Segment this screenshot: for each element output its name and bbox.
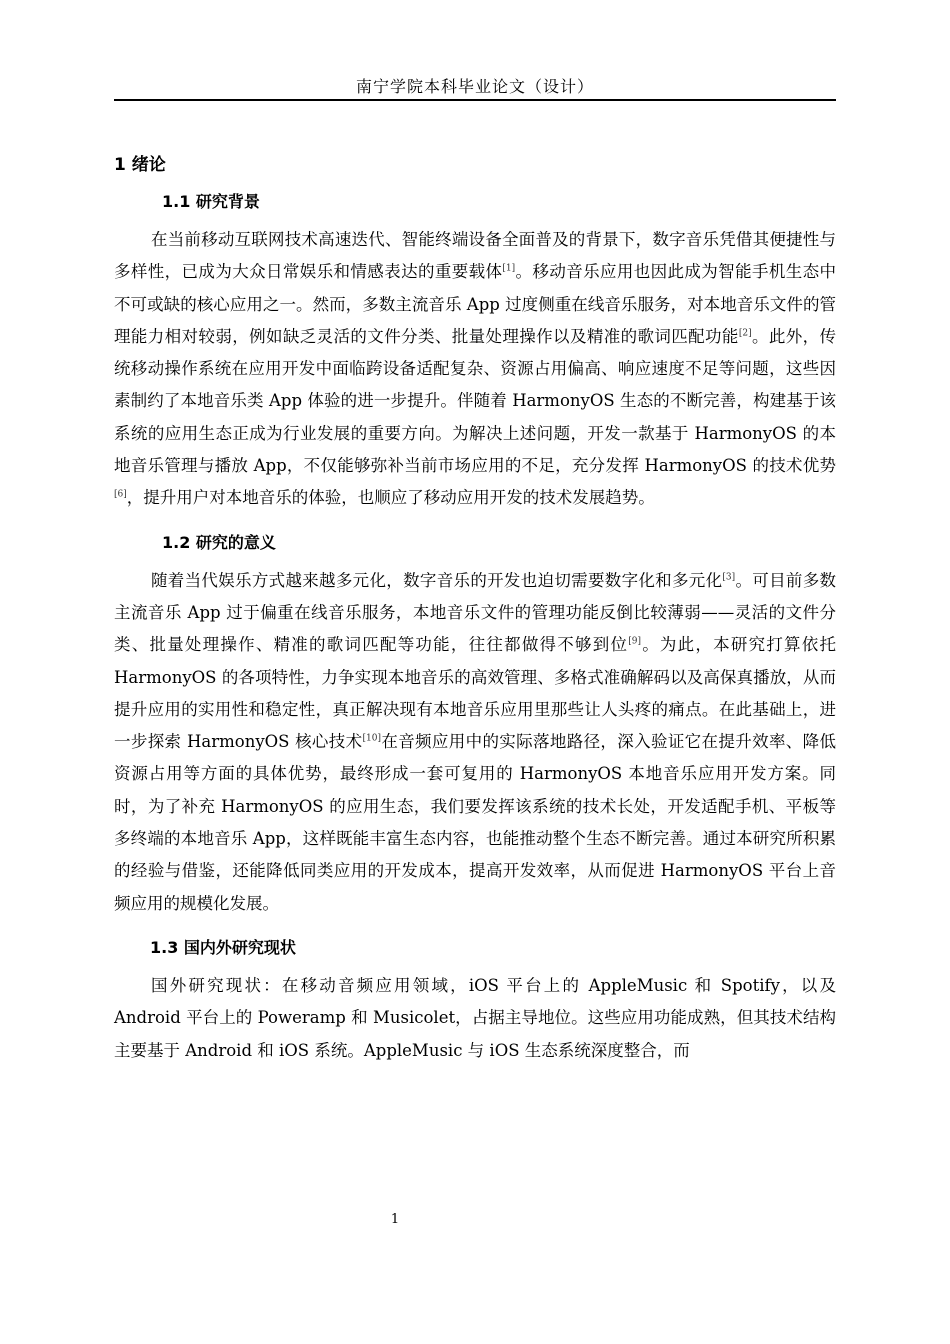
- paragraph-significance: [114, 565, 836, 920]
- citation-ref: [3]: [722, 572, 736, 583]
- paragraph-background: [114, 224, 836, 515]
- text-span: ，提升用户对本地音乐的体验，也顺应了移动应用开发的技术发展趋势。: [126, 488, 655, 508]
- section-heading-1-1: 1.1 研究背景: [162, 192, 260, 211]
- citation-ref: [1]: [502, 263, 516, 274]
- running-header: 南宁学院本科毕业论文（设计）: [355, 77, 594, 96]
- citation-ref: [10]: [362, 733, 381, 744]
- text-span: 。此外，传统移动操作系统在应用开发中面临跨设备适配复杂、资源占用偏高、响应速度不足等问题，这些因素制约了本地音乐类 App 体验的进一步提升。伴随着 HarmonyOS 生态的不断完善，构建基于该系统的应用生态正成为行业发展的重要方向。为解决上述问题，开发一款基于 HarmonyOS 的本地音乐管理与播放 App，不仅能够弥补当前市场应用的不足，充分发挥 HarmonyOS 的技术优势: [114, 326, 837, 476]
- chapter-heading: 1 绪论: [114, 155, 166, 175]
- section-heading-1-3: 1.3 国内外研究现状: [150, 937, 296, 957]
- citation-ref: [6]: [114, 489, 127, 500]
- page-number: 1: [390, 1212, 400, 1227]
- text-span: 。可目前多数主流音乐 App 过于偏重在线音乐服务，本地音乐文件的管理功能反倒比较薄弱——灵活的文件分类、批量处理操作、精准的歌词匹配等功能，往往都做得不够到位: [114, 570, 837, 655]
- main-content: [114, 150, 836, 1073]
- citation-ref: [9]: [628, 636, 641, 647]
- text-span: 国外研究现状：在移动音频应用领域，iOS 平台上的 AppleMusic 和 Spotify，以及 Android 平台上的 Poweramp 和 Musicolet，占据主导地位。这些应用功能成熟，但其技术结构主要基于 Android 和 iOS 系统。AppleMusic 与 iOS 生态系统深度整合，而: [114, 975, 836, 1060]
- paragraph-research-status: [114, 970, 836, 1067]
- header-rule: [114, 99, 836, 101]
- text-span: 在音频应用中的实际落地路径，深入验证它在提升效率、降低资源占用等方面的具体优势，最终形成一套可复用的 HarmonyOS 本地音乐应用开发方案。同时，为了补充 HarmonyOS 的应用生态，我们要发挥该系统的技术长处，开发适配手机、平板等多终端的本地音乐 App，这样既能丰富生态内容，也能推动整个生态不断完善。通过本研究所积累的经验与借鉴，还能降低同类应用的开发成本，提高开发效率，从而促进 HarmonyOS 平台上音频应用的规模化发展。: [114, 732, 837, 913]
- text-span: 。为此，本研究打算依托 HarmonyOS 的各项特性，力争实现本地音乐的高效管理、多格式准确解码以及高保真播放，从而提升应用的实用性和稳定性，真正解决现有本地音乐应用里那些让人头疼的痛点。在此基础上，进一步探索 HarmonyOS 核心技术: [114, 635, 837, 752]
- text-span: 随着当代娱乐方式越来越多元化，数字音乐的开发也迫切需要数字化和多元化: [151, 570, 723, 590]
- text-span: 。移动音乐应用也因此成为智能手机生态中不可或缺的核心应用之一。然而，多数主流音乐 App 过度侧重在线音乐服务，对本地音乐文件的管理能力相对较弱，例如缺乏灵活的文件分类、批量处理操作以及精准的歌词匹配功能: [114, 262, 837, 346]
- text-span: 在当前移动互联网技术高速迭代、智能终端设备全面普及的背景下，数字音乐凭借其便捷性与多样性，已成为大众日常娱乐和情感表达的重要载体: [114, 230, 836, 282]
- section-heading-1-2: 1.2 研究的意义: [162, 532, 276, 552]
- citation-ref: [2]: [738, 328, 752, 339]
